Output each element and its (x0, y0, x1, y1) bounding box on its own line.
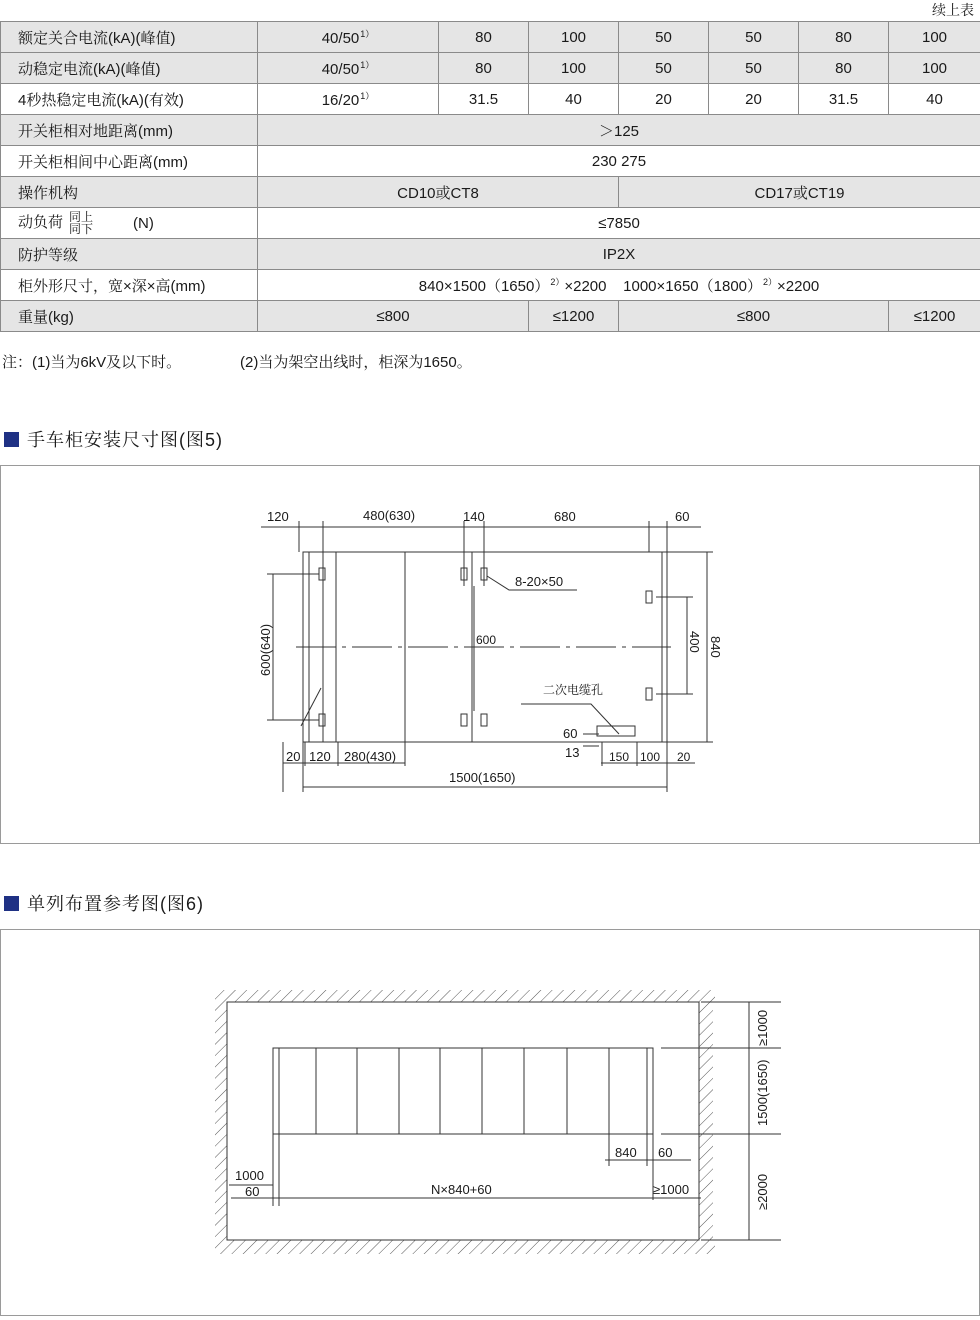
table-row (1, 53, 980, 84)
mount-hole (481, 714, 487, 726)
fig5-drawing (1, 466, 979, 843)
mount-hole (319, 714, 325, 726)
fig6-drawing (1, 930, 979, 1315)
table-cell: $840\times 1500(1650)^{2)}\times 2200$ $1000\times 1650(1800)^{2)}\times 2200$ (258, 270, 980, 301)
dim-label: 1500(1650) (755, 1060, 770, 1127)
table-cell: 50 (709, 22, 799, 53)
dim-label: ≥2000 (755, 1174, 770, 1210)
dim-label: 二次电缆孔 (543, 682, 603, 697)
fig5-title: 手车柜安装尺寸图(图5) (27, 430, 223, 450)
dim-label: N×840+60 (431, 1182, 492, 1197)
dim-label: 20 (677, 750, 691, 764)
table-cell: 40 (529, 84, 619, 115)
note-1: 注：(1)当为6kV及以下时。 (2, 354, 181, 371)
mount-hole (646, 688, 652, 700)
table-cell: 100 (529, 53, 619, 84)
fig6-frame (0, 929, 980, 1316)
mount-hole (461, 714, 467, 726)
row-label: 开关柜相间中心距离(mm) (1, 146, 258, 177)
dim-label: 600(640) (258, 624, 273, 676)
row-label: 重量(kg) (1, 301, 258, 332)
fig6-title: 单列布置参考图(图6) (27, 894, 204, 914)
table-cell: 100 (529, 22, 619, 53)
table-row (1, 84, 980, 115)
mount-hole (646, 591, 652, 603)
dim-label: 140 (463, 509, 485, 524)
row-label: 额定关合电流(kA)(峰值) (1, 22, 258, 53)
table-cell: $40/50^{1)}$ (258, 22, 439, 53)
dim-label: 840 (615, 1145, 637, 1160)
table-cell: 20 (709, 84, 799, 115)
dim-label: 840 (708, 636, 723, 658)
dim-label: 60 (563, 726, 577, 741)
dim-label: 60 (658, 1145, 672, 1160)
row-label: 动负荷 同上 同下 (N) (1, 208, 258, 239)
wall-hatch (699, 1002, 713, 1240)
dim-label: 1500(1650) (449, 770, 516, 785)
dim-label: 120 (267, 509, 289, 524)
dim-label: 400 (687, 631, 702, 653)
wall-hatch (215, 1240, 715, 1254)
dim-label: 600 (476, 633, 496, 647)
table-cell: 50 (709, 53, 799, 84)
table-cell: ＞125 (258, 115, 980, 146)
continued-label: 续上表 (932, 0, 974, 20)
table-cell: 80 (799, 53, 889, 84)
table-cell: ≤800 (619, 301, 889, 332)
note-2: (2)当为架空出线时，柜深为1650。 (240, 351, 472, 372)
fig6-heading (4, 890, 204, 916)
table-cell: $16/20^{1)}$ (258, 84, 439, 115)
square-bullet-icon (4, 432, 19, 447)
table-row (1, 301, 980, 332)
fig5-frame (0, 465, 980, 844)
table-cell: 100 (889, 53, 980, 84)
mount-hole (319, 568, 325, 580)
fig5-heading (4, 426, 223, 452)
table-cell: CD10或CT8 (258, 177, 619, 208)
table-cell: IP2X (258, 239, 980, 270)
table-cell: 80 (439, 53, 529, 84)
table-cell: ≤7850 (258, 208, 980, 239)
table-cell: 40 (889, 84, 980, 115)
dim-label: 120 (309, 749, 331, 764)
table-cell: ≤800 (258, 301, 529, 332)
row-label: 柜外形尺寸，宽×深×高(mm) (1, 270, 258, 301)
dim-label: 13 (565, 745, 579, 760)
table-row (1, 177, 980, 208)
table-cell: ≤1200 (889, 301, 980, 332)
room-outline (227, 1002, 699, 1240)
table-cell: 50 (619, 22, 709, 53)
dim-label: 1000 (235, 1168, 264, 1183)
dim-label: 150 (609, 750, 629, 764)
wall-hatch (215, 990, 715, 1002)
row-label: 操作机构 (1, 177, 258, 208)
table-row (1, 239, 980, 270)
table-row (1, 208, 980, 239)
table-cell: ≤1200 (529, 301, 619, 332)
table-cell: 80 (799, 22, 889, 53)
dim-label: ≥1000 (653, 1182, 689, 1197)
square-bullet-icon (4, 896, 19, 911)
row-label: 动稳定电流(kA)(峰值) (1, 53, 258, 84)
dim-label: 680 (554, 509, 576, 524)
table-cell: 50 (619, 53, 709, 84)
dim-label: ≥1000 (755, 1010, 770, 1046)
dim-label: 100 (640, 750, 660, 764)
dim-label: 8-20×50 (515, 574, 563, 589)
row-label: 4秒热稳定电流(kA)(有效) (1, 84, 258, 115)
row-label: 防护等级 (1, 239, 258, 270)
row-label: 开关柜相对地距离(mm) (1, 115, 258, 146)
table-cell: 20 (619, 84, 709, 115)
table-cell: 31.5 (799, 84, 889, 115)
table-row (1, 146, 980, 177)
dim-label: 60 (245, 1184, 259, 1199)
dim-label: 280(430) (344, 749, 396, 764)
table-row (1, 115, 980, 146)
table-cell: 31.5 (439, 84, 529, 115)
table-note (2, 351, 181, 372)
table-cell: 230 275 (258, 146, 980, 177)
dim-label: 60 (675, 509, 689, 524)
table-cell: CD17或CT19 (619, 177, 980, 208)
spec-table (0, 21, 980, 332)
table-cell: 80 (439, 22, 529, 53)
table-row (1, 270, 980, 301)
table-cell: 100 (889, 22, 980, 53)
table-cell: $40/50^{1)}$ (258, 53, 439, 84)
wall-hatch (215, 1002, 227, 1240)
dim-label: 480(630) (363, 508, 415, 523)
dim-label: 20 (286, 749, 300, 764)
table-row (1, 22, 980, 53)
